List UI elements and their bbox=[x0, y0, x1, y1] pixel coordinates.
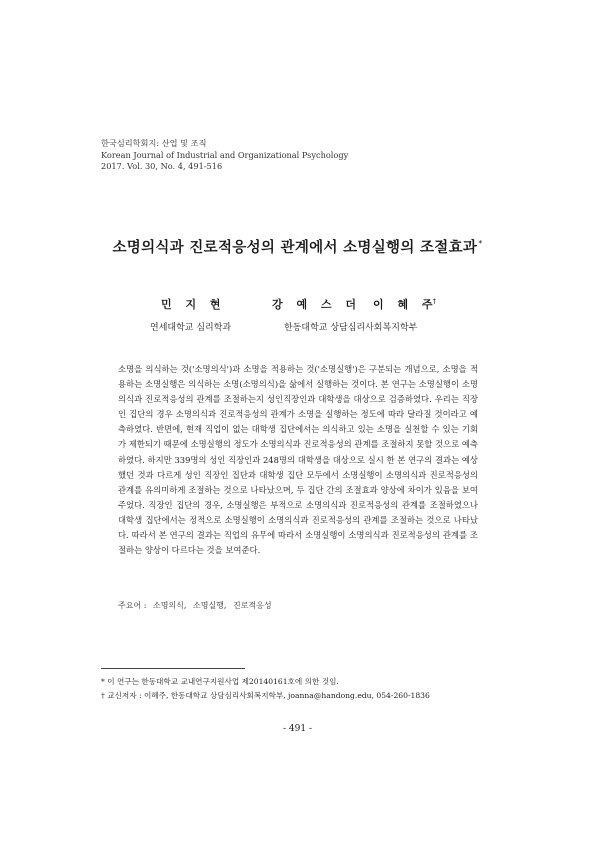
corresponding-author-mark: † bbox=[432, 297, 437, 306]
author-3-name: 이 혜 주 bbox=[373, 298, 433, 311]
footnote-corresponding bbox=[101, 690, 430, 701]
page-number: - 491 - bbox=[283, 724, 312, 734]
author-3 bbox=[373, 296, 436, 312]
keywords-label: 주요어 : bbox=[118, 601, 147, 610]
journal-title-english: Korean Journal of Industrial and Organizational Psychology bbox=[101, 149, 349, 160]
keyword-item: 진로적응성 bbox=[233, 601, 272, 610]
footnote-divider bbox=[101, 668, 245, 669]
journal-title-korean: 한국심리학회지: 산업 및 조직 bbox=[101, 138, 207, 148]
paper-title bbox=[0, 236, 595, 257]
footnote-funding-text: 이 연구는 한동대학교 교내연구지원사업 제20140161호에 의한 것임. bbox=[107, 677, 339, 686]
title-footnote-mark: * bbox=[478, 239, 483, 249]
footnote-funding bbox=[101, 676, 339, 687]
footnote-corresponding-mark: † bbox=[101, 691, 105, 700]
journal-header bbox=[101, 138, 348, 173]
keywords bbox=[118, 600, 276, 611]
author-2-3-affiliation: 한동대학교 상담심리사회복지학부 bbox=[284, 323, 418, 333]
keyword-item: 소명의식, bbox=[152, 601, 187, 610]
author-1-name: 민 지 현 bbox=[161, 298, 221, 311]
footnote-corresponding-text: 교신저자 : 이혜주, 한동대학교 상담심리사회복지학부, joanna@handong.edu, 054-260-1836 bbox=[107, 691, 430, 700]
abstract: 소명을 의식하는 것('소명의식')과 소명을 적용하는 것('소명실행')은 구분되는 개념으로, 소명을 적용하는 소명실행은 의식하는 소명(소명의식)을 삶에서 실행하는 것이다. 본 연구는 소명실행이 소명의식과 진로적응성의 관계를 조절하는지 성인직장인과 대학생을 대상으로 검증하였다. 우리는 직장인 집단의 경우 소명의식과 진로적응성의 관계가 소명을 실행하는 정도에 따라 달라질 것이라고 예측하였다. 반면에, 현재 직업이 없는 대학생 집단에서는 의식하고 있는 소명을 실천할 수 있는 기회가 제한되기 때문에 소명실행의 정도가 소명의식과 진로적응성의 관계를 조절하지 못할 것으로 예측하였다. 하지만 339명의 성인 직장인과 248명의 대학생을 대상으로 실시 한 본 연구의 결과는 예상했던 것과 다르게 성인 직장인 집단과 대학생 집단 모두에서 소명실행이 소명의식과 진로적응성의 관계를 유의미하게 조절하는 것으로 나타났으며, 두 집단 간의 조절효과 양상에 차이가 있음을 보여주었다. 직장인 집단의 경우, 소명실행은 부적으로 소명의식과 진로적응성의 관계를 조절하였으나 대학생 집단에서는 정적으로 소명실행이 소명의식과 진로적응성의 관계를 조절하는 것으로 나타났다. 따라서 본 연구의 결과는 직업의 유무에 따라서 소명실행이 소명의식과 진로적응성의 관계를 조절하는 양상이 다르다는 것을 보여준다. bbox=[118, 364, 478, 556]
keyword-item: 소명실행, bbox=[193, 601, 227, 610]
paper-title-text: 소명의식과 진로적응성의 관계에서 소명실행의 조절효과 bbox=[112, 240, 478, 256]
journal-volume-info: 2017. Vol. 30, No. 4, 491-516 bbox=[101, 161, 223, 171]
author-1-affiliation: 연세대학교 심리학과 bbox=[150, 323, 232, 333]
footnote-funding-mark: * bbox=[101, 677, 105, 686]
author-2-name: 강 예 스 더 bbox=[272, 298, 356, 311]
